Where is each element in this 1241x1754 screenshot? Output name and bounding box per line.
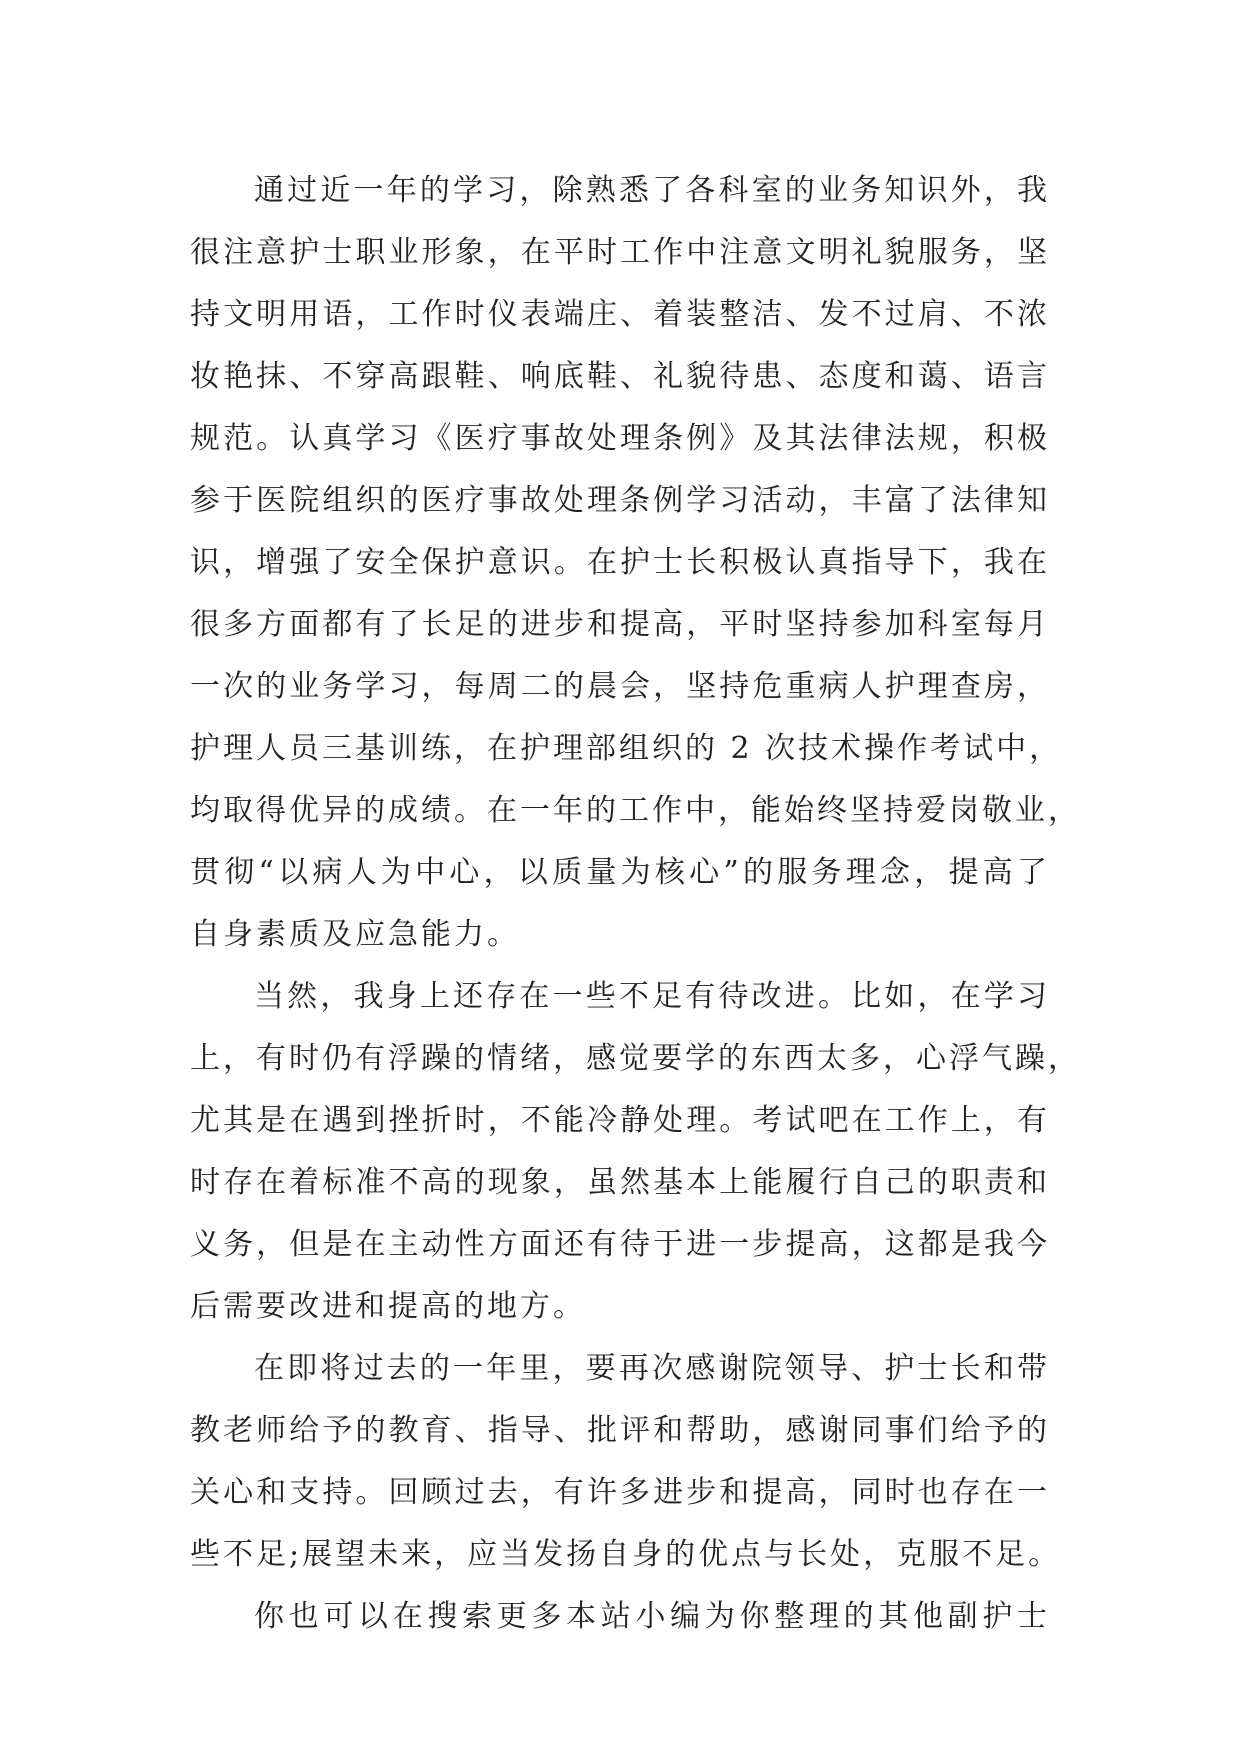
- paragraph-4: [190, 1586, 1050, 1648]
- text-line: 当然，我身上还存在一些不足有待改进。比如，在学习: [254, 979, 1050, 1014]
- text-line: 你也可以在搜索更多本站小编为你整理的其他副护士: [254, 1599, 1050, 1634]
- text-line: 上，有时仍有浮躁的情绪，感觉要学的东西太多，心浮气躁，: [190, 1041, 1081, 1076]
- text-line: 一次的业务学习，每周二的晨会，坚持危重病人护理查房，: [190, 669, 1050, 704]
- paragraph-3: [190, 1338, 1062, 1586]
- text-line: 规范。认真学习《医疗事故处理条例》及其法律法规，积极: [190, 421, 1050, 456]
- text-line: 通过近一年的学习，除熟悉了各科室的业务知识外，我: [254, 173, 1050, 208]
- text-line: 在即将过去的一年里，要再次感谢院领导、护士长和带: [254, 1351, 1050, 1386]
- text-line: 均取得优异的成绩。在一年的工作中，能始终坚持爱岗敬业，: [190, 793, 1081, 828]
- text-line: 很注意护士职业形象，在平时工作中注意文明礼貌服务，坚: [190, 235, 1050, 270]
- text-line: 识，增强了安全保护意识。在护士长积极认真指导下，我在: [190, 545, 1050, 580]
- text-line: 贯彻“以病人为中心，以质量为核心”的服务理念，提高了: [190, 855, 1050, 890]
- text-line: 教老师给予的教育、指导、批评和帮助，感谢同事们给予的: [190, 1413, 1050, 1448]
- text-line: 些不足;展望未来，应当发扬自身的优点与长处，克服不足。: [190, 1537, 1062, 1572]
- text-line: 关心和支持。回顾过去，有许多进步和提高，同时也存在一: [190, 1475, 1050, 1510]
- text-line: 义务，但是在主动性方面还有待于进一步提高，这都是我今: [190, 1227, 1050, 1262]
- text-line: 尤其是在遇到挫折时，不能冷静处理。考试吧在工作上，有: [190, 1103, 1050, 1138]
- text-line: 妆艳抹、不穿高跟鞋、响底鞋、礼貌待患、态度和蔼、语言: [190, 359, 1050, 394]
- document-body: [190, 160, 1081, 1648]
- text-line: 自身素质及应急能力。: [190, 917, 520, 952]
- paragraph-1: [190, 160, 1081, 966]
- text-line: 后需要改进和提高的地方。: [190, 1289, 586, 1324]
- text-line: 参于医院组织的医疗事故处理条例学习活动，丰富了法律知: [190, 483, 1050, 518]
- text-line: 护理人员三基训练，在护理部组织的 2 次技术操作考试中，: [190, 731, 1063, 766]
- text-line: 时存在着标准不高的现象，虽然基本上能履行自己的职责和: [190, 1165, 1050, 1200]
- text-line: 持文明用语，工作时仪表端庄、着装整洁、发不过肩、不浓: [190, 297, 1050, 332]
- paragraph-2: [190, 966, 1081, 1338]
- text-line: 很多方面都有了长足的进步和提高，平时坚持参加科室每月: [190, 607, 1050, 642]
